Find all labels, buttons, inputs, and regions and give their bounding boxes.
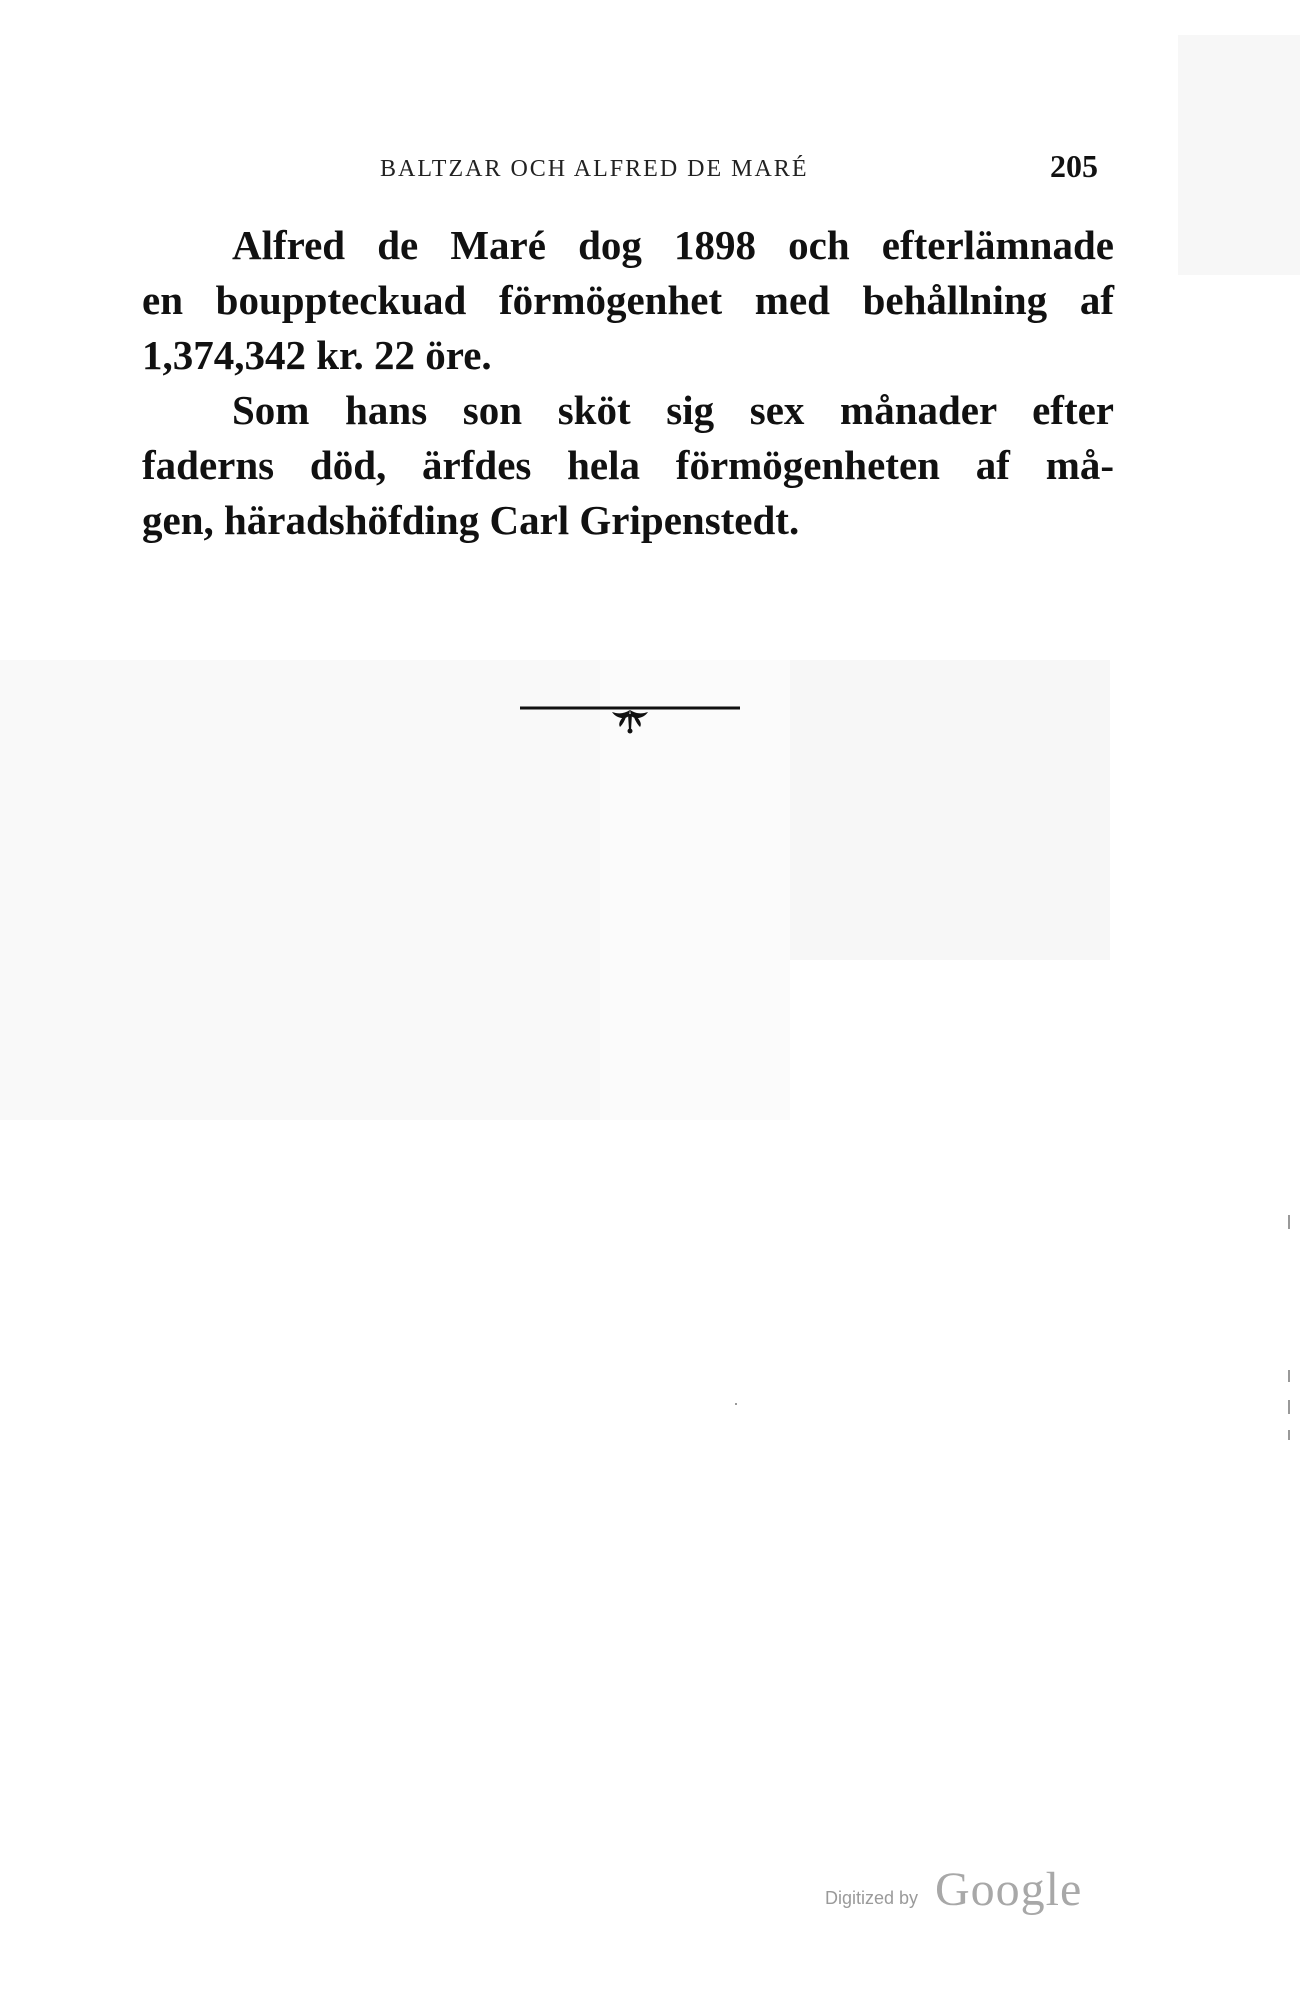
google-watermark: Google [935, 1863, 1083, 1916]
paragraph-1 [142, 218, 1114, 383]
paragraph-line: 1,374,342 kr. 22 öre. [142, 332, 492, 378]
fleuron-ornament-icon [520, 700, 740, 740]
scan-speck [1288, 1400, 1290, 1414]
scan-shade-right [790, 660, 1110, 960]
page-number: 205 [1050, 148, 1098, 184]
running-head: BALTZAR OCH ALFRED DE MARÉ [380, 156, 809, 182]
paragraph-line: Alfred de Maré dog 1898 och efterlämnade [232, 222, 1114, 268]
scan-speck [735, 1403, 737, 1405]
scan-shade-left [0, 660, 600, 1120]
paragraph-2 [142, 383, 1114, 548]
paragraph-line: en bouppteckuad förmögenhet med behållning af [142, 277, 1114, 323]
paragraph-line: Som hans son sköt sig sex månader efter [232, 387, 1114, 433]
scan-speck [1288, 1215, 1290, 1229]
digitized-by-label: Digitized by [825, 1888, 919, 1908]
scan-shade-top-right [1178, 35, 1300, 275]
paragraph-line: gen, häradshöfding Carl Gripenstedt. [142, 497, 800, 543]
paragraph-line: faderns död, ärfdes hela förmögenheten af må- [142, 442, 1114, 488]
scan-speck [1288, 1370, 1290, 1382]
body-text [142, 218, 1114, 548]
scan-speck [1288, 1430, 1290, 1440]
